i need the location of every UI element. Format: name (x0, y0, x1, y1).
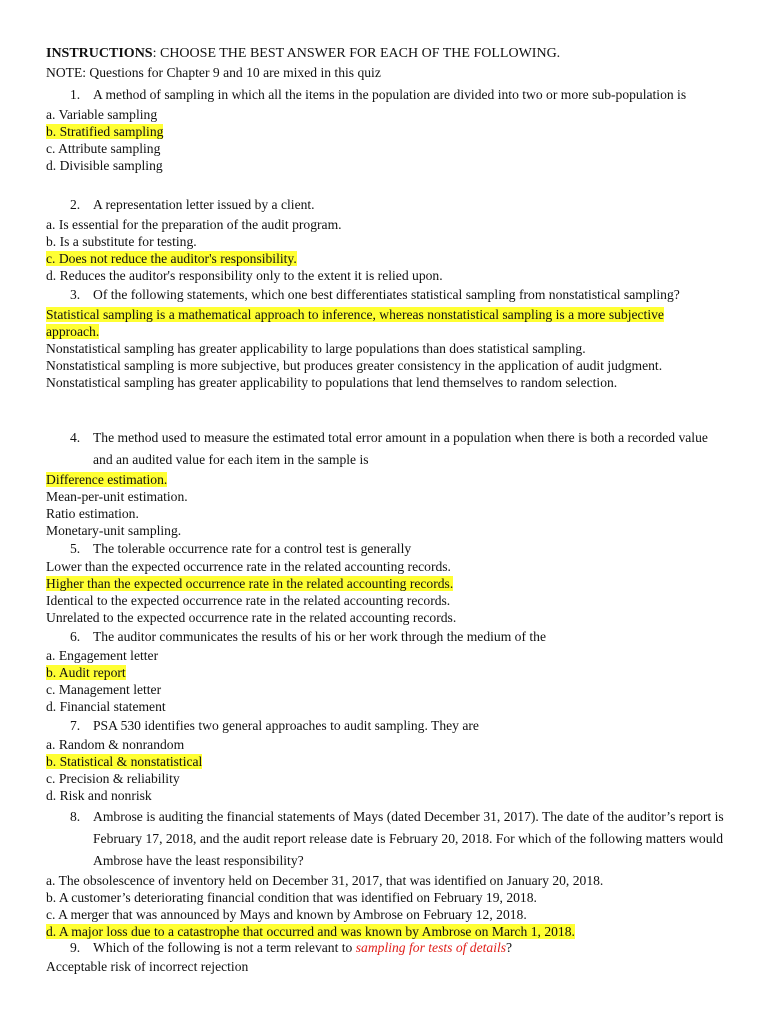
question-text: A representation letter issued by a client. (93, 197, 315, 212)
option: d. Financial statement (46, 699, 166, 714)
option: d. Reduces the auditor's responsibility only to the extent it is relied upon. (46, 268, 443, 283)
option: c. Management letter (46, 682, 162, 697)
question-text: The method used to measure the estimated total error amount in a population when there is both a recorded value and an audited value for each item in the sample is (93, 430, 708, 467)
question-7 (46, 716, 726, 804)
instructions-label: INSTRUCTIONS (46, 46, 153, 61)
option: d. Divisible sampling (46, 158, 163, 173)
question-2 (46, 194, 726, 284)
question-6-stem (46, 627, 726, 647)
option: a. Is essential for the preparation of the audit program. (46, 217, 342, 232)
question-number: 8. (70, 809, 81, 824)
question-5-stem (46, 539, 726, 558)
option: Nonstatistical sampling has greater applicability to populations that lend themselves to random selection. (46, 375, 618, 390)
option: c. Precision & reliability (46, 771, 180, 786)
option: a. Engagement letter (46, 648, 159, 663)
option: a. Variable sampling (46, 107, 158, 122)
option: Monetary-unit sampling. (46, 523, 182, 538)
option-correct: b. Statistical & nonstatistical (46, 754, 203, 769)
option: c. A merger that was announced by Mays and known by Ambrose on February 12, 2018. (46, 907, 527, 922)
question-2-stem (46, 194, 726, 216)
instructions-text: : CHOOSE THE BEST ANSWER FOR EACH OF THE FOLLOWING. (152, 46, 561, 61)
question-number: 3. (70, 287, 81, 302)
option: Nonstatistical sampling is more subjective, but produces greater consistency in the application of audit judgment. (46, 358, 663, 373)
question-4-stem (46, 427, 726, 471)
option: Identical to the expected occurrence rate in the related accounting records. (46, 593, 451, 608)
question-text: PSA 530 identifies two general approaches to audit sampling. They are (93, 718, 479, 733)
instructions-line (46, 45, 560, 62)
question-7-stem (46, 716, 726, 736)
question-1 (46, 84, 726, 174)
option: a. Random & nonrandom (46, 737, 185, 752)
option: Nonstatistical sampling has greater applicability to large populations than does statistical sampling. (46, 341, 586, 356)
option: Ratio estimation. (46, 506, 139, 521)
option: Lower than the expected occurrence rate in the related accounting records. (46, 559, 451, 574)
option-correct: Difference estimation. (46, 472, 168, 487)
question-5 (46, 539, 726, 626)
question-text-end: ? (506, 940, 513, 955)
question-8-stem (46, 806, 726, 872)
option-correct: d. A major loss due to a catastrophe that occurred and was known by Ambrose on March 1, 2018. (46, 924, 575, 939)
question-number: 6. (70, 629, 81, 644)
question-text: The tolerable occurrence rate for a control test is generally (93, 541, 412, 556)
question-8 (46, 806, 726, 940)
option-correct: b. Audit report (46, 665, 126, 680)
option: a. The obsolescence of inventory held on December 31, 2017, that was identified on January 20, 2018. (46, 873, 604, 888)
option-correct: c. Does not reduce the auditor's responsibility. (46, 251, 297, 266)
option-correct: Higher than the expected occurrence rate in the related accounting records. (46, 576, 454, 591)
option: b. A customer’s deteriorating financial condition that was identified on February 19, 2018. (46, 890, 537, 905)
question-number: 4. (70, 430, 81, 445)
option: b. Is a substitute for testing. (46, 234, 197, 249)
option: d. Risk and nonrisk (46, 788, 152, 803)
question-9 (46, 938, 726, 975)
option: Mean-per-unit estimation. (46, 489, 188, 504)
question-3 (46, 284, 726, 391)
question-text: A method of sampling in which all the items in the population are divided into two or more sub-population is (93, 87, 687, 102)
option-correct: Statistical sampling is a mathematical approach to inference, whereas nonstatistical sampling is a more subjective approach. (46, 307, 664, 339)
question-text: Of the following statements, which one best differentiates statistical sampling from nonstatistical sampling? (93, 287, 680, 302)
question-1-stem (46, 84, 726, 106)
question-number: 5. (70, 541, 81, 556)
question-text: The auditor communicates the results of his or her work through the medium of the (93, 629, 547, 644)
question-text: Which of the following is not a term relevant to (93, 940, 356, 955)
question-6 (46, 627, 726, 715)
note-line: NOTE: Questions for Chapter 9 and 10 are mixed in this quiz (46, 65, 381, 80)
question-4 (46, 427, 726, 539)
question-emphasis: sampling for tests of details (355, 940, 507, 955)
question-number: 2. (70, 197, 81, 212)
option-correct: b. Stratified sampling (46, 124, 164, 139)
question-9-stem (46, 938, 726, 958)
option: Acceptable risk of incorrect rejection (46, 959, 249, 974)
question-text: Ambrose is auditing the financial statements of Mays (dated December 31, 2017). The date of the auditor’s report is February 17, 2018, and the audit report release date is February 20, 2018. For which of the following matters would Ambrose have the least responsibility? (93, 809, 724, 868)
question-3-stem (46, 284, 726, 306)
option: c. Attribute sampling (46, 141, 161, 156)
option: Unrelated to the expected occurrence rate in the related accounting records. (46, 610, 457, 625)
question-number: 7. (70, 718, 81, 733)
question-number: 9. (70, 940, 81, 955)
question-number: 1. (70, 87, 81, 102)
